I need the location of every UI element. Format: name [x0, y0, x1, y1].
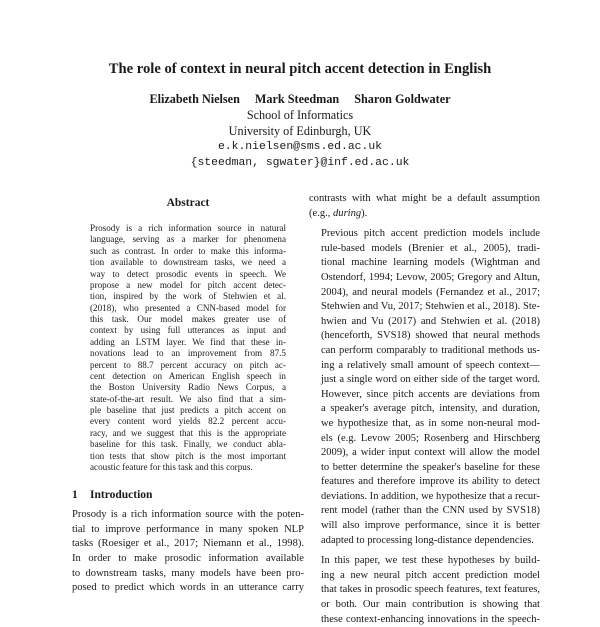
text-line: els (e.g. Levow 2005; Rosenberg and Hirschberg — [321, 432, 540, 444]
text-line: In order to make prosodic information available — [72, 553, 304, 565]
text-line: 2004), and neural models (Fernandez et al., 2017; — [321, 286, 540, 298]
text-line: Prosody is a rich information source with the poten- — [72, 509, 304, 521]
text-line: deviations. In addition, we hypothesize that a recur- — [321, 490, 540, 502]
text-line: tion, inspired by the work of Stehwien et al. — [90, 291, 286, 302]
text-line: tional machine learning models (Wightman and — [321, 257, 540, 269]
author-email: e.k.nielsen@sms.ed.ac.uk — [217, 141, 383, 153]
text-line: novations lead to an improvement from 87.5 — [90, 348, 286, 359]
text-line: ple baseline that just predicts a pitch accent on — [90, 405, 286, 415]
text-line: ing a relatively small amount of speech context— — [321, 359, 540, 371]
text-line: racy, and we suggest that this is the appropriate — [90, 427, 286, 438]
section-heading-introduction — [72, 488, 304, 502]
text-line: acoustic feature for this task and this corpus. — [90, 461, 253, 472]
text-line: can perform comparably to traditional methods us- — [321, 344, 540, 356]
text-line: ing a new neural pitch accent prediction model — [321, 569, 540, 581]
body-paragraph — [309, 192, 540, 221]
right-column — [309, 192, 540, 627]
text-line: (2018), who presented a CNN-based model for — [90, 302, 286, 313]
text-line: rule-based models (Brenier et al., 2005), tradi- — [321, 242, 540, 254]
text-line: or both. Our main contribution is showing that — [321, 599, 540, 611]
text-line: posed to predict which words in an utterance carry — [72, 582, 304, 594]
author-name: Sharon Goldwater — [354, 92, 451, 106]
author-name: Elizabeth Nielsen — [149, 92, 240, 106]
text-line: the Boston University Radio News Corpus, a — [90, 382, 286, 393]
text-line: adding an LSTM layer. We find that these in- — [90, 336, 286, 347]
section-number: 1 — [72, 489, 78, 502]
text-line: to downstream tasks, many models have been pro- — [72, 567, 304, 579]
text-line: way to detect prosodic events in speech. We — [90, 268, 286, 279]
body-paragraph — [309, 554, 540, 627]
text-line: (e.g., during). — [309, 207, 368, 219]
author-block — [40, 91, 560, 171]
introduction-paragraph — [72, 508, 304, 596]
text-line: language, serving as a marker for phenomena — [90, 234, 286, 245]
text-line: contrasts with what might be a default assumption — [309, 193, 540, 204]
text-line: a speaker's average pitch, intensity, and duration, — [321, 403, 540, 415]
text-line: Ostendorf, 1994; Levow, 2005; Gregory and Altun, — [321, 271, 540, 283]
text-line: Stehwien and Vu, 2017; Stehwien et al., 2018). Ste- — [321, 301, 540, 313]
author-email: {steedman, sgwater}@inf.ed.ac.uk — [190, 157, 410, 169]
text-line: tion tests that show pitch is the most important — [90, 450, 286, 461]
abstract-text — [90, 223, 286, 473]
affiliation-line: School of Informatics — [246, 108, 354, 122]
affiliation-line: University of Edinburgh, UK — [228, 124, 372, 138]
text-line: cent detection on American English speech in — [90, 370, 286, 381]
text-line: features and therefore improve its ability to detect — [321, 476, 540, 488]
author-name: Mark Steedman — [254, 92, 340, 106]
text-line: adapted to processing long-distance dependencies. — [321, 534, 534, 546]
text-line: hwien and Vu (2017) and Stehwien et al. (2018) — [321, 315, 540, 327]
text-line: tial to improve performance in many spoken NLP — [72, 523, 304, 535]
section-title: Introduction — [90, 489, 153, 502]
text-line: that takes in prosodic speech features, text features, — [321, 584, 540, 596]
text-line: 2009), a wider input context will allow the model — [321, 447, 540, 459]
text-line: Previous pitch accent prediction models include — [321, 228, 540, 240]
text-line: context by using full utterances as input and — [90, 325, 286, 336]
text-line: percent to 88.7 percent accuracy on pitch ac- — [90, 359, 286, 370]
text-line: this task. Our model makes greater use of — [90, 314, 286, 324]
text-line: rent model (rather than the CNN used by SVS18) — [321, 505, 540, 517]
text-line: just a single word on either side of the target word. — [321, 374, 540, 386]
text-line: In this paper, we test these hypotheses by build- — [321, 555, 540, 567]
text-line: tasks (Roesiger et al., 2017; Niemann et al., 1998). — [72, 538, 304, 550]
abstract-heading: Abstract — [166, 197, 210, 209]
text-line: (henceforth, SVS18) showed that neural methods — [321, 330, 540, 342]
text-line: state-of-the-art result. We also find that a sim- — [90, 393, 286, 404]
text-line: will also improve performance, since it is better — [321, 520, 540, 532]
text-line: propose a new model for pitch accent detec- — [90, 279, 286, 290]
text-line: we hypothesize that, as in some non-neural mod- — [321, 417, 540, 429]
text-line: However, since pitch accents are deviations from — [321, 388, 540, 400]
text-line: tion available to downstream tasks, we need a — [90, 257, 286, 268]
text-line: Prosody is a rich information source in natural — [90, 223, 286, 233]
text-line: every content word yields 82.2 percent accu- — [90, 416, 286, 427]
text-line: such as contrast. In order to make this informa- — [90, 245, 286, 256]
text-line: baseline for this task. Finally, we conduct abla- — [90, 439, 286, 450]
text-line: to better determine the speaker's baseline for these — [321, 461, 540, 473]
text-line: these context-enhancing innovations in the speech- — [321, 613, 540, 625]
body-paragraph — [309, 227, 540, 548]
paper-title: The role of context in neural pitch accent detection in English — [108, 61, 492, 77]
left-column — [72, 196, 304, 596]
author-names — [40, 91, 560, 107]
